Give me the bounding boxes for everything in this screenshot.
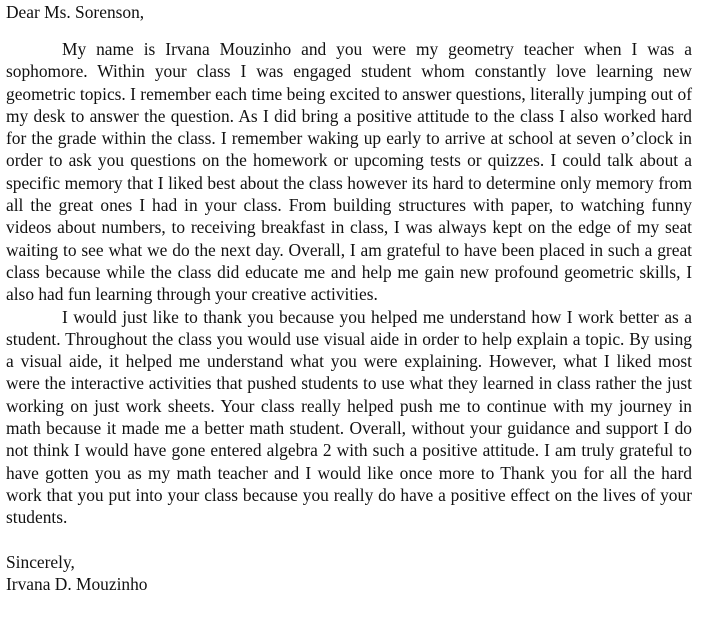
letter-paragraph-2: I would just like to thank you because you helped me understand how I work better as a student. Throughout the class you would use visual aide in order to help explain a topic. By using a visual aide, it helped me understand what you were explaining. However, what I liked most were the interactive activities that pushed students to use what they learned in class rather the just working on just work sheets. Your class really helped push me to continue with my journey in math because it made me a better math student. Overall, without your guidance and support I do not think I would have gone entered algebra 2 with such a positive attitude. I am truly grateful to have gotten you as my math teacher and I would like once more to Thank you for all the hard work that you put into your class because you really do have a positive effect on the lives of your students. xyxy=(6,306,692,528)
letter-greeting: Dear Ms. Sorenson, xyxy=(6,2,145,22)
letter-signature: Irvana D. Mouzinho xyxy=(6,573,148,594)
spacer xyxy=(6,23,692,38)
letter-closing: Sincerely, xyxy=(6,551,75,572)
letter-body xyxy=(6,0,692,595)
spacer xyxy=(6,529,692,551)
letter-paragraph-1: My name is Irvana Mouzinho and you were my geometry teacher when I was a sophomore. Within your class I was engaged student whom constantly love learning new geometric topics. I remember each time being excited to answer questions, literally jumping out of my desk to answer the question. As I did bring a positive attitude to the class I also worked hard for the grade within the class. I remember waking up early to arrive at school at seven o’clock in order to ask you questions on the homework or upcoming tests or quizzes. I could talk about a specific memory that I liked best about the class however its hard to determine only memory from all the great ones I had in your class. From building structures with paper, to watching funny videos about numbers, to receiving breakfast in class, I was always kept on the edge of my seat waiting to see what we do the next day. Overall, I am grateful to have been placed in such a great class because while the class did educate me and help me gain new profound geometric skills, I also had fun learning through your creative activities. xyxy=(6,39,692,305)
